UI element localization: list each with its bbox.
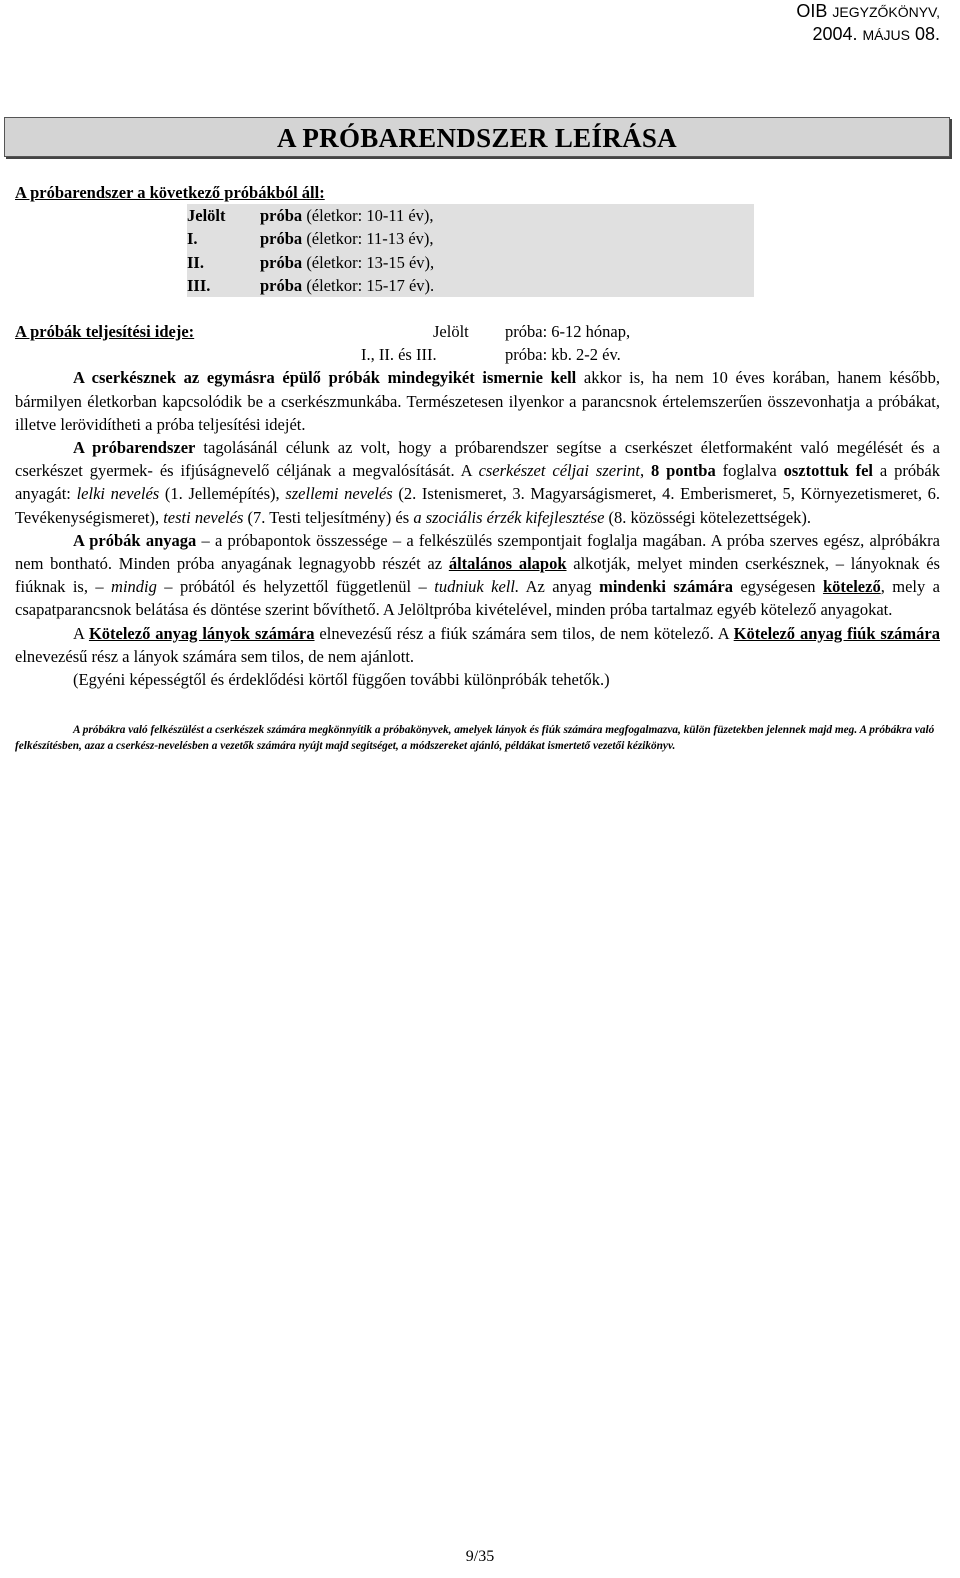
p4-text: A	[73, 623, 89, 643]
p3-italic: mindig	[111, 577, 157, 597]
p3-text: Az anyag	[519, 577, 600, 597]
intro-heading: A próbarendszer a következő próbákból áll:	[15, 183, 325, 202]
p2-italic: cserkészet céljai szerint	[478, 461, 640, 481]
times-value-jelolt: próba: 6-12 hónap,	[505, 322, 631, 342]
paragraph-1	[15, 366, 940, 436]
paragraph-4	[15, 622, 940, 668]
proba-label: II.	[187, 252, 204, 272]
p2-text: (1. Jellemépítés),	[159, 484, 286, 504]
p2-italic: a szociális érzék kifejlesztése	[413, 507, 605, 527]
header-day: 08.	[914, 24, 940, 44]
p3-text: , mely a csapatparancsnok belátása és döntése szerint bővíthető. A Jelöltpróba kivételével, minden próba tartalmaz egyéb kötelező anyagokat.	[15, 577, 940, 620]
proba-label: III.	[187, 275, 211, 295]
footnote-text: A próbákra való felkészülést a cserkészek számára megkönnyítik a próbakönyvek, amelyek lányok és fiúk számára megfogalmazva, külön füzetekben jelennek majd meg. A próbákra való felkészítésben, azaz a cserkész-nevelésben a vezetők számára nyújt majd segítséget, a módszereket ajánló, példákat ismertető vezetői kézikönyv.	[15, 724, 935, 753]
proba-age: (életkor: 11-13 év),	[306, 229, 434, 249]
page-number: 9/35	[465, 1548, 495, 1565]
proba-age: (életkor: 10-11 év),	[306, 206, 434, 226]
proba-word: próba	[260, 252, 303, 272]
p2-text: (2. Istenismeret, 3. Magyarságismeret, 4. Emberismeret, 5, Környezetismeret, 6. Tevékenységismeret),	[15, 484, 941, 527]
header-line-2	[796, 23, 940, 46]
p3-bold: A próbák anyaga	[73, 530, 197, 550]
p2-bold: A próbarendszer	[73, 438, 196, 458]
times-row-1	[15, 320, 940, 343]
times-value-other: próba: kb. 2-2 év.	[505, 345, 621, 365]
footnote	[15, 722, 940, 754]
p3-text: – próbától és helyzettől függetlenül –	[156, 577, 435, 597]
p2-bold: osztottuk fel	[783, 461, 874, 481]
proba-row	[187, 204, 754, 227]
p2-text: a próbák anyagát:	[15, 461, 940, 504]
p3-bold-underline: általános alapok	[448, 554, 567, 574]
times-heading: A próbák teljesítési ideje:	[15, 322, 195, 342]
proba-row	[187, 227, 754, 250]
times-label-other: I., II. és III.	[361, 345, 437, 365]
paragraph-2	[15, 436, 940, 529]
p2-italic: szellemi nevelés	[285, 484, 393, 504]
p1-bold: A cserkésznek az egymásra épülő próbák mindegyikét ismernie kell	[73, 368, 577, 388]
p3-text: alkotják, melyet minden cserkésznek, – lányoknak és fiúknak is, –	[15, 554, 940, 597]
proba-word: próba	[260, 275, 303, 295]
p2-text: (8. közösségi kötelezettségek).	[604, 507, 812, 527]
p4-bold-underline: Kötelező anyag fiúk számára	[733, 623, 940, 643]
header-doc-type: JEGYZŐKÖNYV,	[832, 4, 940, 20]
p4-text: elnevezésű rész a lányok számára sem tilos, de nem ajánlott.	[15, 646, 415, 666]
paragraph-5: (Egyéni képességtől és érdeklődési körtől függően további különpróbák tehetők.)	[73, 670, 610, 690]
p2-italic: lelki nevelés	[76, 484, 160, 504]
p3-text: egységesen	[733, 577, 823, 597]
proba-age: (életkor: 13-15 év),	[306, 252, 435, 272]
page-header	[796, 0, 940, 46]
p2-text: tagolásánál célunk az volt, hogy a próbarendszer segítse a cserkészet életformaként való megélését és a cserkészet gyermek- és ifjúságnevelő céljának a megvalósítását. A	[15, 438, 940, 481]
proba-age: (életkor: 15-17 év).	[306, 275, 435, 295]
header-year: 2004.	[812, 24, 858, 44]
p2-text: ,	[639, 461, 651, 481]
proba-word: próba	[260, 206, 303, 226]
p4-bold-underline: Kötelező anyag lányok számára	[88, 623, 315, 643]
paragraph-3	[15, 529, 940, 622]
p2-italic: testi nevelés	[163, 507, 244, 527]
p2-bold: 8 pontba	[651, 461, 716, 481]
title-box	[4, 117, 950, 157]
p1-text: akkor is, ha nem 10 éves korában, hanem később, bármilyen életkorban kapcsolódik be a cserkészmunkába. Természetesen ilyenkor a parancsnok értelemszerűen összevonhatja a próbákat, illetve lerövidítheti a próba teljesítési idejét.	[15, 368, 940, 434]
proba-row	[187, 251, 754, 274]
document-body	[15, 181, 940, 754]
p3-text: – a próbapontok összessége – a felkészülés szempontjait foglalja magában. A próba szerves egész, alpróbákra nem bontható. Minden próba anyagának legnagyobb részét az	[15, 530, 940, 574]
p4-text: elnevezésű rész a fiúk számára sem tilos, de nem kötelező. A	[314, 623, 734, 643]
proba-list	[187, 204, 754, 297]
times-row-2	[15, 343, 940, 366]
p2-text: (7. Testi teljesítmény) és	[243, 507, 414, 527]
header-line-1	[796, 0, 940, 23]
proba-label: Jelölt	[187, 206, 226, 226]
proba-label: I.	[187, 229, 198, 249]
proba-word: próba	[260, 229, 303, 249]
header-month: MÁJUS	[862, 27, 910, 43]
p3-italic: tudniuk kell.	[434, 577, 520, 597]
times-label-jelolt: Jelölt	[433, 322, 469, 342]
proba-row	[187, 274, 754, 297]
header-org: OIB	[796, 1, 828, 21]
p2-text: foglalva	[715, 461, 784, 481]
p3-bold: mindenki számára	[599, 577, 733, 597]
page-title: A PRÓBARENDSZER LEÍRÁSA	[277, 123, 677, 153]
p3-bold-underline: kötelező	[822, 577, 881, 597]
